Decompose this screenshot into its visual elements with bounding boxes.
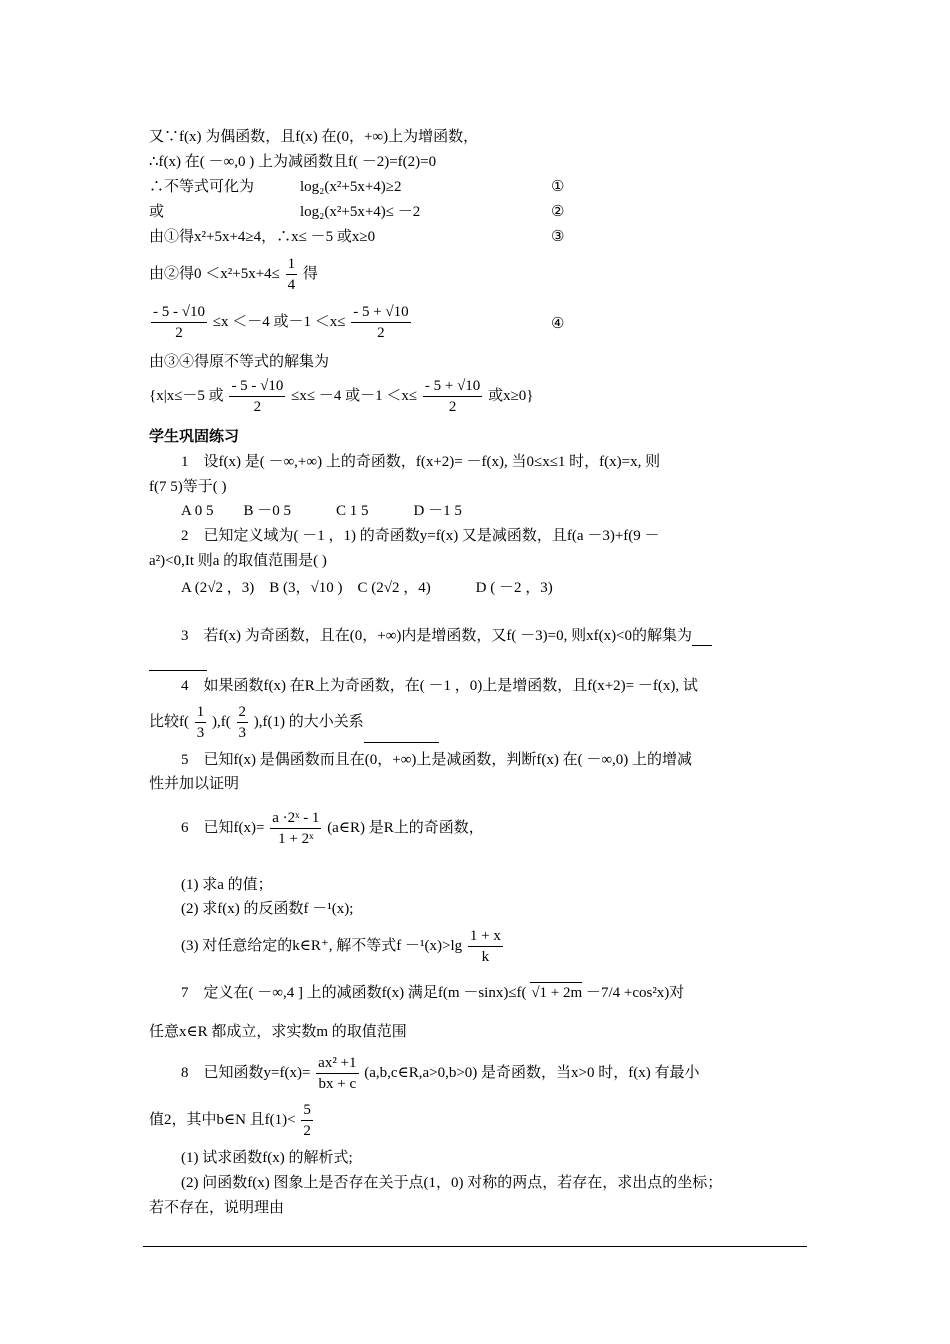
fraction-neg-root-2 <box>229 376 285 417</box>
fraction-two-third <box>237 702 249 743</box>
sqrt-1-plus-2m: √1 + 2m <box>530 982 582 1003</box>
fraction-denominator: 2 <box>175 325 183 341</box>
q2-options: A (2√2 ，3) B (3，√10 ) C (2√2 ，4) D ( －2 ，3) <box>181 580 553 596</box>
answer-blank[interactable] <box>149 670 207 671</box>
fraction-numerator: - 5 - √10 <box>151 302 207 323</box>
marker-2: ② <box>551 204 565 220</box>
fraction-pos-root <box>351 302 410 343</box>
q4-compare-a: 比较f( <box>149 713 189 730</box>
intro-line-7-text: ≤x ＜－4 或－1 ＜x≤ <box>212 313 346 330</box>
fraction-q8 <box>316 1053 358 1094</box>
fraction-pos-root-2 <box>423 376 482 417</box>
q5-line-1: 5 已知f(x) 是偶函数而且在(0，+∞)上是减函数，判断f(x) 在( －∞,0) 上的增减 <box>181 752 693 768</box>
intro-line-6-text: 由②得0 ＜x²+5x+4≤ <box>149 265 280 282</box>
fraction-numerator: 1 + x <box>468 926 503 947</box>
fraction-denominator: 2 <box>377 325 385 341</box>
fraction-denominator: bx + c <box>318 1076 357 1092</box>
fraction-five-half <box>301 1100 313 1141</box>
intro-line-3-label: ∴不等式可化为 <box>149 179 255 195</box>
fraction-denominator: 1 + 2ˣ <box>278 831 314 847</box>
intro-line-7 <box>149 302 649 343</box>
q8-text-c: 值2，其中b∈N 且f(1)< <box>149 1111 296 1128</box>
solution-set-c: 或x≥0} <box>488 387 534 404</box>
fraction-denominator: 4 <box>287 277 296 293</box>
q1-options: A 0 5 B －0 5 C 1 5 D －1 5 <box>181 503 462 519</box>
intro-line-2: ∴f(x) 在( －∞,0 ) 上为减函数且f( －2)=f(2)=0 <box>149 154 437 170</box>
q8-line-1 <box>181 1053 699 1094</box>
q8-text-b: (a,b,c∈R,a>0,b>0) 是奇函数，当x>0 时，f(x) 有最小 <box>364 1064 700 1081</box>
solution-set-a: {x|x≤－5 或 <box>149 387 224 404</box>
intro-line-3-expr: log₂(x²+5x+4)≥2 <box>300 179 402 195</box>
intro-line-3 <box>149 177 649 197</box>
intro-line-4 <box>149 202 649 222</box>
q8-part-2: (2) 问函数f(x) 图象上是否存在关于点(1，0) 对称的两点，若存在，求出点的坐标； <box>181 1175 723 1191</box>
fraction-one-third <box>195 702 207 743</box>
q6-part-3 <box>181 926 505 967</box>
answer-blank[interactable] <box>692 645 712 646</box>
intro-line-1: 又∵f(x) 为偶函数，且f(x) 在(0，+∞)上为增函数， <box>149 129 479 145</box>
q3-line-2 <box>149 651 207 671</box>
fraction-denominator: k <box>481 949 490 965</box>
intro-line-6-tail: 得 <box>302 265 318 282</box>
q2-line-1: 2 已知定义域为( －1 ，1) 的奇函数y=f(x) 又是减函数，且f(a －3)+f(9 － <box>181 528 660 544</box>
marker-4: ④ <box>551 316 565 332</box>
intro-line-5 <box>149 227 649 247</box>
q4-line-2 <box>149 702 439 743</box>
fraction-denominator: 3 <box>196 725 205 741</box>
solution-set-b: ≤x≤ －4 或－1 ＜x≤ <box>291 387 418 404</box>
q7-text-b: +cos²x)对 <box>623 985 685 1001</box>
q8-text-a: 8 已知函数y=f(x)= <box>181 1064 311 1081</box>
footer-rule <box>143 1246 807 1247</box>
q6-part-1: (1) 求a 的值； <box>181 877 273 893</box>
fraction-quarter <box>286 254 298 295</box>
fraction-denominator: 2 <box>303 1123 311 1139</box>
fraction-q6 <box>270 808 321 849</box>
intro-line-4-expr: log₂(x²+5x+4)≤ －2 <box>300 204 421 220</box>
q5-line-2: 性并加以证明 <box>149 776 240 792</box>
seven-quarters: －7/4 <box>585 985 621 1001</box>
intro-line-6 <box>149 254 318 295</box>
fraction-numerator: ax² +1 <box>316 1053 358 1074</box>
fraction-denominator: 2 <box>253 399 262 415</box>
fraction-numerator: 1 <box>195 702 207 723</box>
fraction-neg-root <box>151 302 207 343</box>
q3-text: 3 若f(x) 为奇函数，且在(0，+∞)内是增函数，又f( －3)=0, 则xf(x)<0的解集为 <box>181 628 693 644</box>
q7-line-1 <box>181 982 684 1003</box>
q6-part-2: (2) 求f(x) 的反函数f －¹(x); <box>181 901 354 917</box>
q6-text-b: (a∈R) 是R上的奇函数， <box>327 819 484 836</box>
fraction-denominator: 2 <box>448 399 457 415</box>
q4-line-1: 4 如果函数f(x) 在R上为奇函数，在( －1 ，0)上是增函数，且f(x+2)= －f(x), 试 <box>181 678 698 694</box>
section-title: 学生巩固练习 <box>149 428 240 445</box>
q6-line-1 <box>181 808 484 849</box>
q3-line-1 <box>181 626 712 646</box>
fraction-numerator: - 5 - √10 <box>229 376 285 397</box>
q7-line-2: 任意x∈R 都成立，求实数m 的取值范围 <box>149 1024 407 1040</box>
fraction-denominator: 3 <box>238 725 246 741</box>
intro-line-4-label: 或 <box>149 204 165 220</box>
seven-quarters-value: 7/4 <box>600 985 621 1001</box>
fraction-numerator: a ·2ˣ - 1 <box>270 808 321 829</box>
fraction-numerator: 2 <box>237 702 249 723</box>
q2-line-2: a²)<0,It 则a 的取值范围是( ) <box>149 553 327 569</box>
q6-text-a: 6 已知f(x)= <box>181 819 265 836</box>
marker-1: ① <box>551 179 565 195</box>
q1-line-2: f(7 5)等于( ) <box>149 479 227 495</box>
fraction-numerator: 1 <box>286 254 298 275</box>
marker-3: ③ <box>551 229 565 245</box>
solution-set-line <box>149 376 534 417</box>
q4-compare-c: ),f(1) 的大小关系 <box>253 713 364 730</box>
intro-line-8: 由③④得原不等式的解集为 <box>149 354 330 370</box>
q1-line-1: 1 设f(x) 是( －∞,+∞) 上的奇函数，f(x+2)= －f(x), 当0≤x≤1 时，f(x)=x, 则 <box>181 454 661 470</box>
fraction-numerator: - 5 + √10 <box>351 302 410 323</box>
q6-part-3-text: (3) 对任意给定的k∈R⁺, 解不等式f －¹(x)>lg <box>181 937 463 954</box>
answer-blank[interactable] <box>364 742 439 743</box>
q8-part-3: 若不存在，说明理由 <box>149 1200 285 1216</box>
fraction-lg <box>468 926 503 967</box>
intro-line-5-text: 由①得x²+5x+4≥4，∴x≤ －5 或x≥0 <box>149 229 376 245</box>
fraction-numerator: - 5 + √10 <box>423 376 482 397</box>
q8-line-2 <box>149 1100 315 1141</box>
q8-part-1: (1) 试求函数f(x) 的解析式; <box>181 1150 353 1166</box>
q4-compare-b: ),f( <box>212 713 231 730</box>
q7-text-a: 7 定义在( －∞,4 ] 上的减函数f(x) 满足f(m －sinx)≤f( <box>181 985 527 1001</box>
fraction-numerator: 5 <box>301 1100 313 1121</box>
